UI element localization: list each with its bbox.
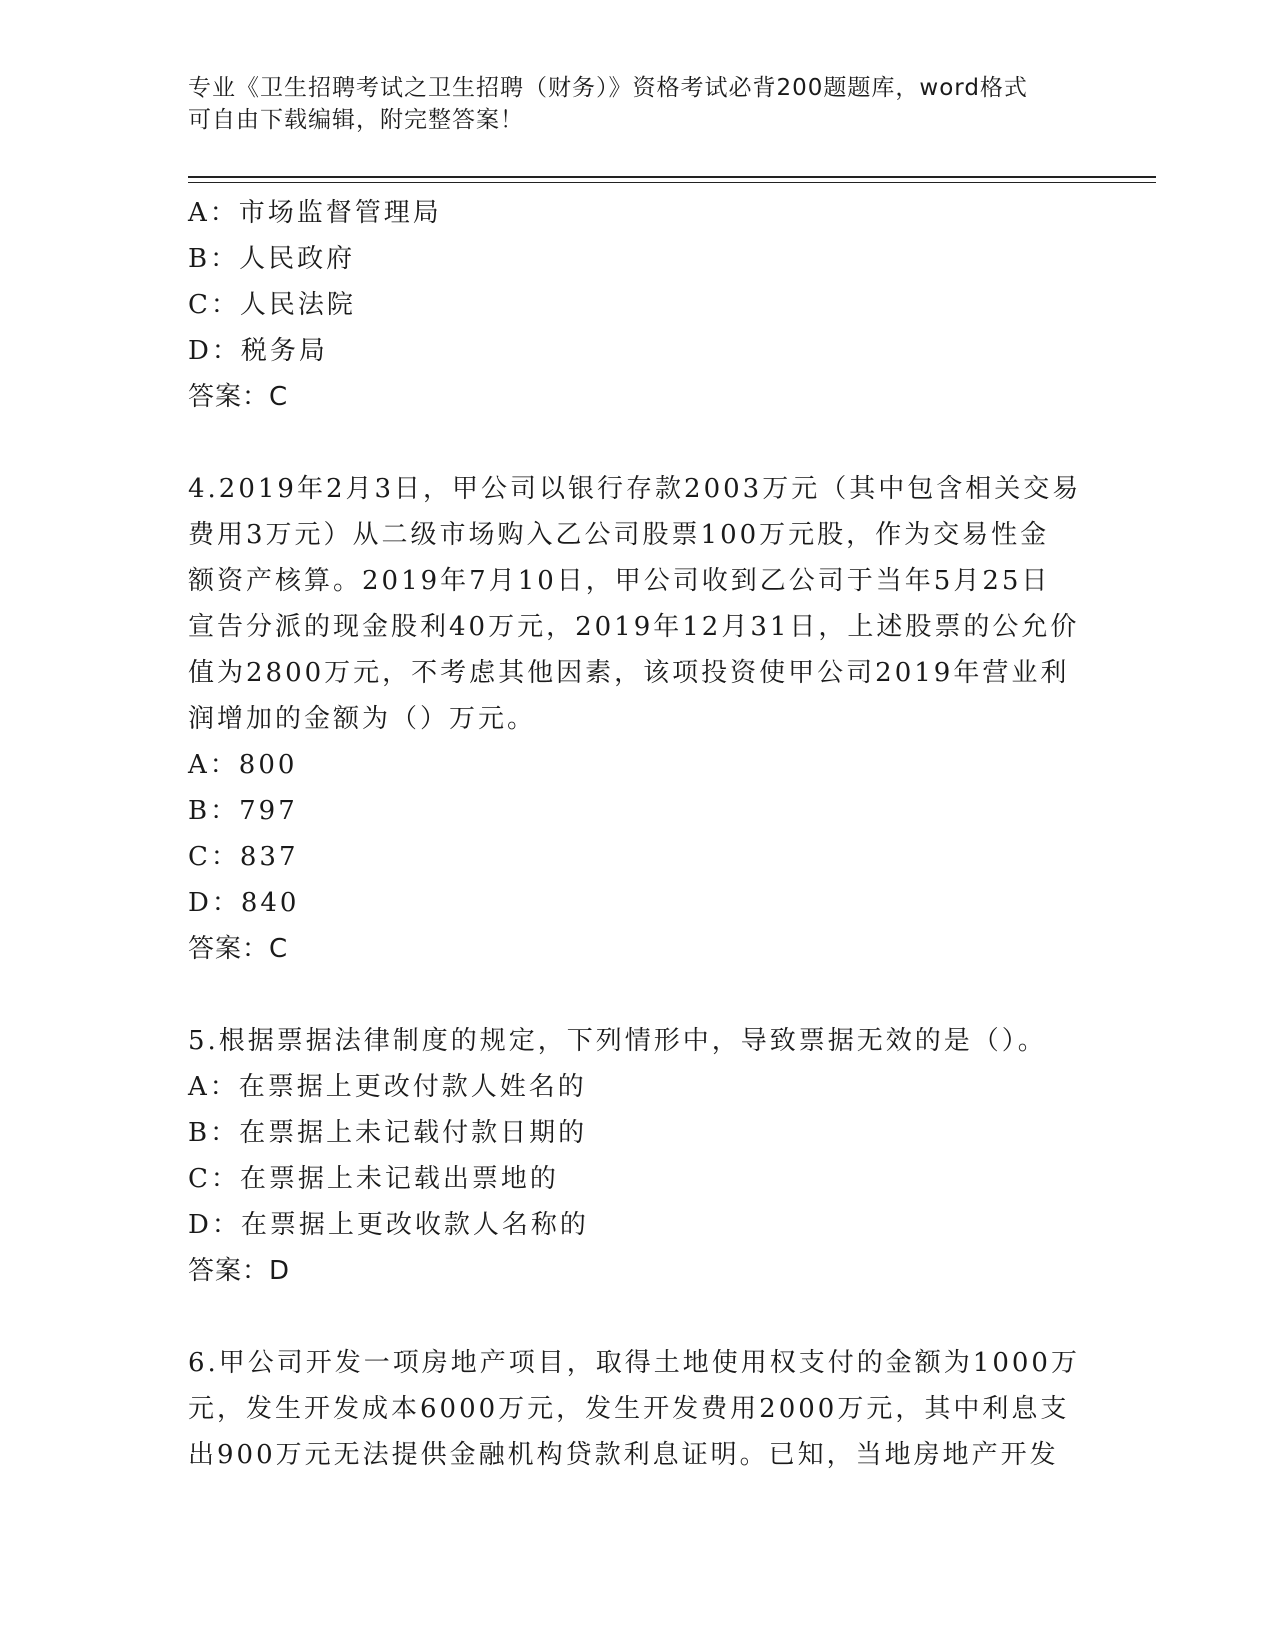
header-divider-thick <box>188 176 1156 178</box>
question-text-line: 额资产核算。2019年7月10日，甲公司收到乙公司于当年5月25日 <box>188 566 1051 596</box>
option-b: B：人民政府 <box>188 244 356 274</box>
question-3-options <box>188 190 1088 420</box>
option-b: B：797 <box>188 796 298 826</box>
document-header <box>188 72 1088 136</box>
option-a: A：在票据上更改付款人姓名的 <box>188 1072 587 1102</box>
question-text-line: 值为2800万元，不考虑其他因素，该项投资使甲公司2019年营业利 <box>188 658 1070 688</box>
question-text-line: 出900万元无法提供金融机构贷款利息证明。已知，当地房地产开发 <box>188 1440 1059 1470</box>
question-text-line: 6.甲公司开发一项房地产项目，取得土地使用权支付的金额为1000万 <box>188 1348 1080 1378</box>
option-d: D：在票据上更改收款人名称的 <box>188 1210 589 1240</box>
option-a: A：800 <box>188 750 298 780</box>
spacer <box>188 972 1088 1018</box>
spacer <box>188 420 1088 466</box>
header-line-2: 可自由下载编辑，附完整答案！ <box>188 107 524 133</box>
question-text-line: 宣告分派的现金股利40万元，2019年12月31日，上述股票的公允价 <box>188 612 1080 642</box>
option-c: C：在票据上未记载出票地的 <box>188 1164 559 1194</box>
spacer <box>188 1294 1088 1340</box>
question-text-line: 4.2019年2月3日，甲公司以银行存款2003万元（其中包含相关交易 <box>188 474 1082 504</box>
header-line-1: 专业《卫生招聘考试之卫生招聘（财务）》资格考试必背200题题库，word格式 <box>188 75 1028 101</box>
question-text-line: 费用3万元）从二级市场购入乙公司股票100万元股，作为交易性金 <box>188 520 1050 550</box>
option-d: D：840 <box>188 888 300 918</box>
option-c: C：人民法院 <box>188 290 356 320</box>
option-c: C：837 <box>188 842 299 872</box>
question-text-line: 润增加的金额为（）万元。 <box>188 704 537 734</box>
question-6 <box>188 1340 1088 1478</box>
answer: 答案：D <box>188 1256 291 1286</box>
question-4 <box>188 466 1088 972</box>
header-divider-thin <box>188 182 1156 183</box>
option-d: D：税务局 <box>188 336 328 366</box>
option-a: A：市场监督管理局 <box>188 198 442 228</box>
document-body <box>188 190 1088 1478</box>
question-5 <box>188 1018 1088 1294</box>
option-b: B：在票据上未记载付款日期的 <box>188 1118 588 1148</box>
question-text-line: 元，发生开发成本6000万元，发生开发费用2000万元，其中利息支 <box>188 1394 1070 1424</box>
answer: 答案：C <box>188 934 289 964</box>
question-text-line: 5.根据票据法律制度的规定，下列情形中，导致票据无效的是（）。 <box>188 1026 1047 1056</box>
answer: 答案：C <box>188 382 289 412</box>
